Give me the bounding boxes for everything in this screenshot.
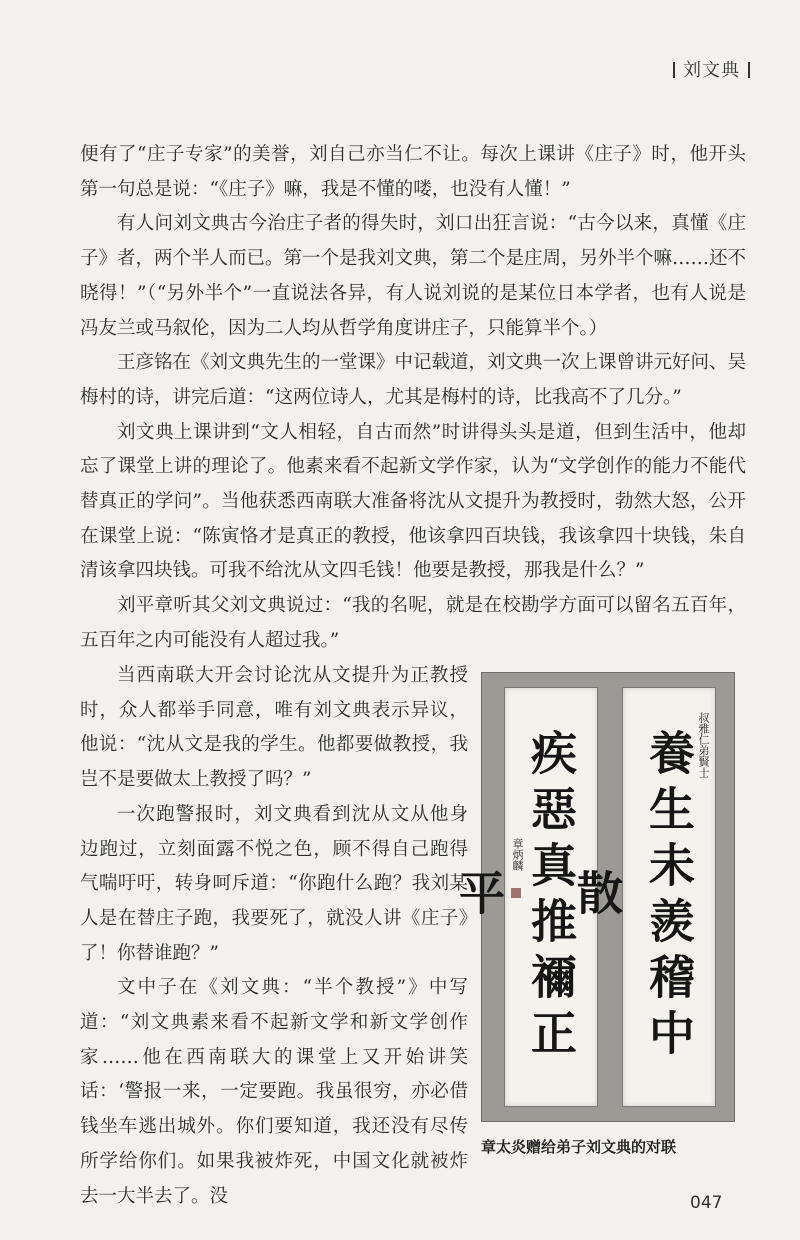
header-divider-right xyxy=(748,62,750,78)
paragraph: 刘平章听其父刘文典说过：“我的名呢，就是在校勘学方面可以留名五百年，五百年之内可能没有人超过我。” xyxy=(80,595,746,651)
paragraph: 刘文典上课讲到“文人相轻，自古而然”时讲得头头是道，但到生活中，他却忘了课堂上讲的理论了。他素来看不起新文学作家，认为“文学创作的能力不能代替真正的学问”。当他获悉西南联大准备将沈从文提升为教授时，勃然大怒，公开在课堂上说：“陈寅恪才是真正的教授，他该拿四百块钱，我该拿四十块钱，朱自清该拿四块钱。可我不给沈从文四毛钱！他要是教授，那我是什么？” xyxy=(80,421,746,582)
page-number: 047 xyxy=(690,1193,723,1213)
body-text-full-width xyxy=(80,138,746,659)
chapter-title: 刘文典 xyxy=(683,60,740,81)
left-scroll-signature: 章炳麟 xyxy=(511,838,524,871)
running-header xyxy=(665,56,758,82)
right-scroll-text: 養生未羨稽中散 xyxy=(570,729,696,1065)
body-text-narrow-column xyxy=(80,659,468,1214)
calligraphy-couplet-photo xyxy=(452,672,735,1122)
figure-caption: 章太炎赠给弟子刘文典的对联 xyxy=(481,1138,677,1156)
right-scroll xyxy=(570,687,716,1107)
paragraph: 王彦铭在《刘文典先生的一堂课》中记载道，刘文典一次上课曾讲元好问、吴梅村的诗，讲完后道：“这两位诗人，尤其是梅村的诗，比我高不了几分。” xyxy=(80,352,747,408)
paragraph: 一次跑警报时，刘文典看到沈从文从他身边跑过，立刻面露不悦之色，顾不得自己跑得气喘吁吁，转身呵斥道：“你跑什么跑？我刘某人是在替庄子跑，我要死了，就没人讲《庄子》了！你替谁跑？” xyxy=(80,803,468,964)
paragraph: 当西南联大开会讨论沈从文提升为正教授时，众人都举手同意，唯有刘文典表示异议，他说：“沈从文是我的学生。他都要做教授，我岂不是要做太上教授了吗？” xyxy=(80,665,468,791)
paragraph: 便有了“庄子专家”的美誉，刘自己亦当仁不让。每次上课讲《庄子》时，他开头第一句总是说：“《庄子》嘛，我是不懂的喽，也没有人懂！” xyxy=(80,144,746,200)
paragraph: 有人问刘文典古今治庄子者的得失时，刘口出狂言说：“古今以来，真懂《庄子》者，两个半人而已。第一个是我刘文典，第二个是庄周，另外半个嘛……还不晓得！”（“另外半个”一直说法各异，有人说刘说的是某位日本学者，也有人说是冯友兰或马叙伦，因为二人均从哲学角度讲庄子，只能算半个。） xyxy=(80,213,747,339)
right-scroll-dedication: 叔雅仁弟賢士 xyxy=(697,712,710,778)
paragraph: 文中子在《刘文典：“半个教授”》中写道：“刘文典素来看不起新文学和新文学创作家……他在西南联大的课堂上又开始讲笑话：‘警报一来，一定要跑。我虽很穷，亦必借钱坐车逃出城外。你们要知道，我还没有尽传所学给你们。如果我被炸死，中国文化就被炸去一大半去了。没 xyxy=(80,977,468,1207)
seal-mark xyxy=(511,888,521,898)
header-divider-left xyxy=(673,62,675,78)
left-scroll-text: 疾惡真推禰正平 xyxy=(452,729,578,1065)
